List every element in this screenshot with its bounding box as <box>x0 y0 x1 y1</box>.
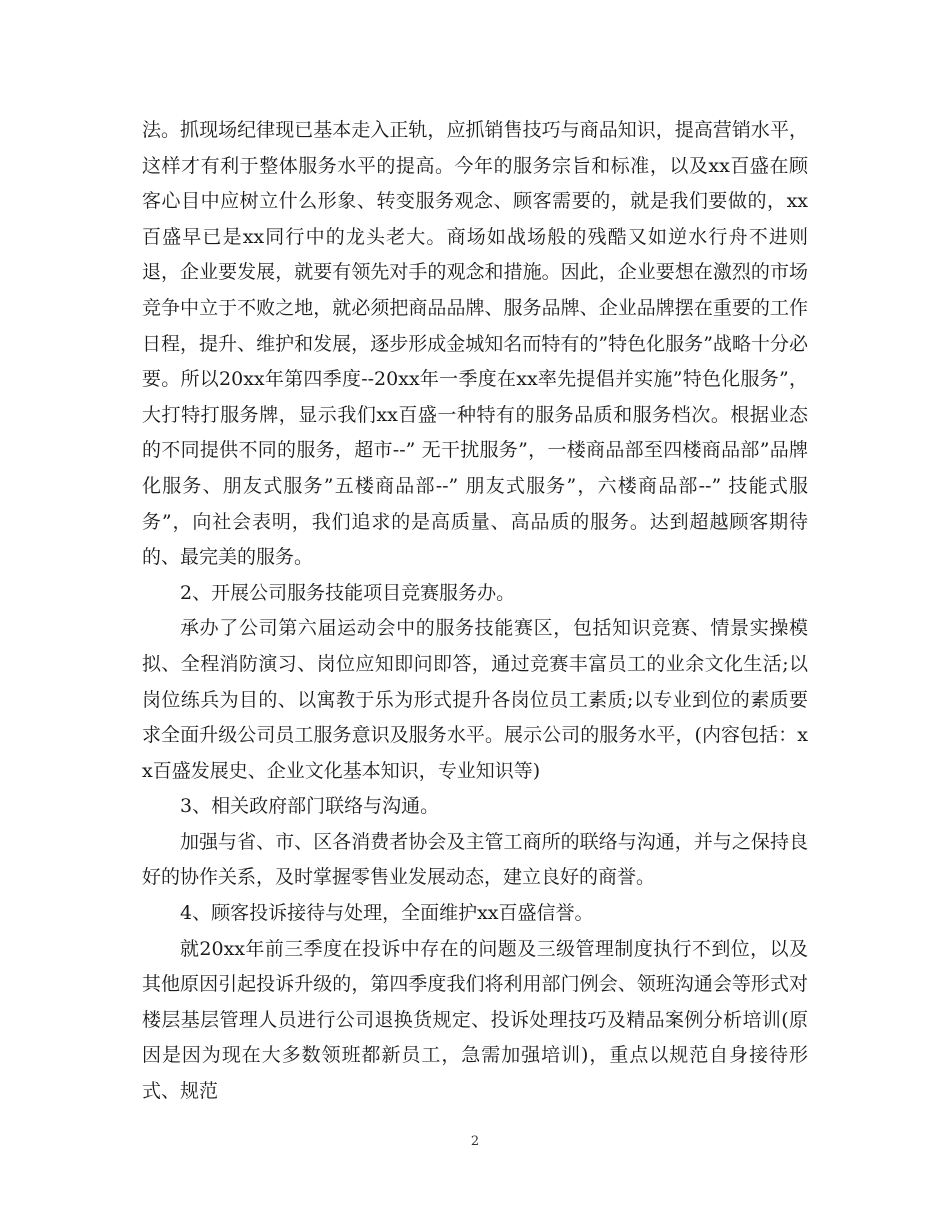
heading-service-skill-competition: 2、开展公司服务技能项目竞赛服务办。 <box>180 581 516 604</box>
page-number: 2 <box>470 1134 480 1149</box>
paragraph-service-skill-competition: 承办了公司第六届运动会中的服务技能赛区，包括知识竞赛、情景实操模拟、全程消防演习、岗位应知即问即答，通过竞赛丰富员工的业余文化生活;以岗位练兵为目的、以寓教于乐为形式提升各岗位员工素质;以专业到位的素质要求全面升级公司员工服务意识及服务水平。展示公司的服务水平，(内容包括：xx百盛发展史、企业文化基本知识，专业知识等) <box>142 617 808 782</box>
document-body <box>142 113 808 1110</box>
paragraph-service-strategy: 法。抓现场纪律现已基本走入正轨，应抓销售技巧与商品知识，提高营销水平，这样才有利于整体服务水平的提高。今年的服务宗旨和标准，以及xx百盛在顾客心目中应树立什么形象、转变服务观念、顾客需要的，就是我们要做的，xx百盛早已是xx同行中的龙头老大。商场如战场般的残酷又如逆水行舟不进则退，企业要发展，就要有领先对手的观念和措施。因此，企业要想在激烈的市场竞争中立于不败之地，就必须把商品品牌、服务品牌、企业品牌摆在重要的工作日程，提升、维护和发展，逐步形成金城知名而特有的”特色化服务”战略十分必要。所以20xx年第四季度--20xx年一季度在xx率先提倡并实施”特色化服务”，大打特打服务牌，显示我们xx百盛一种特有的服务品质和服务档次。根据业态的不同提供不同的服务，超市--” 无干扰服务”，一楼商品部至四楼商品部”品牌化服务、朋友式服务”五楼商品部--” 朋友式服务”，六楼商品部--” 技能式服务”，向社会表明，我们追求的是高质量、高品质的服务。达到超越顾客期待的、最完美的服务。 <box>142 119 808 569</box>
paragraph-complaint-handling: 就20xx年前三季度在投诉中存在的问题及三级管理制度执行不到位，以及其他原因引起投诉升级的，第四季度我们将利用部门例会、领班沟通会等形式对楼层基层管理人员进行公司退换货规定、投诉处理技巧及精品案例分析培训(原因是因为现在大多数领班都新员工，急需加强培训)，重点以规范自身接待形式、规范 <box>142 937 808 1103</box>
paragraph-government-liaison: 加强与省、市、区各消费者协会及主管工商所的联络与沟通，并与之保持良好的协作关系，及时掌握零售业发展动态，建立良好的商誉。 <box>142 830 808 889</box>
heading-complaint-handling: 4、顾客投诉接待与处理，全面维护xx百盛信誉。 <box>180 902 594 925</box>
heading-government-liaison: 3、相关政府部门联络与沟通。 <box>180 795 440 818</box>
